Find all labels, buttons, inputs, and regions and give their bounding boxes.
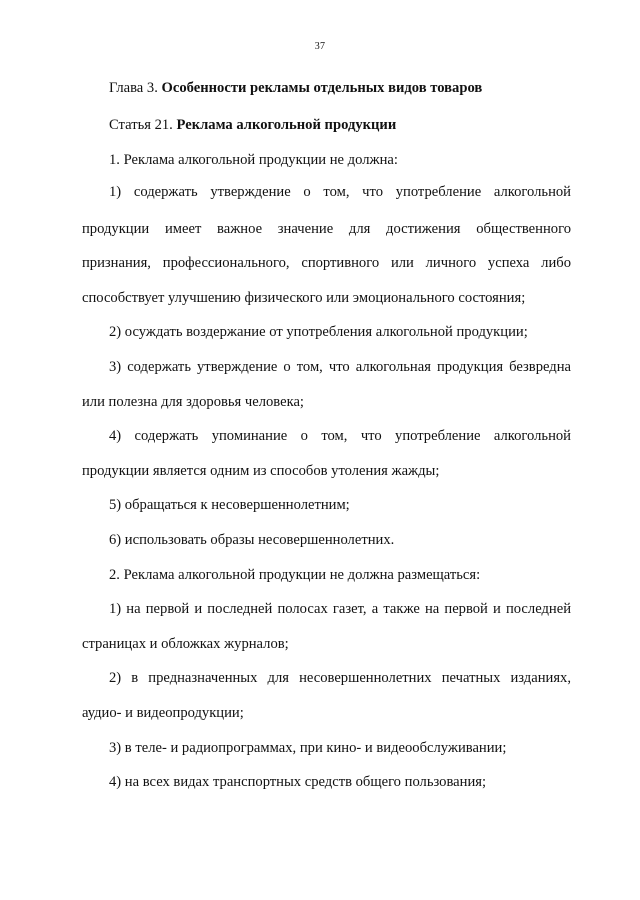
chapter-heading [109,79,571,97]
section1-item3-line1: 3) содержать утверждение о том, что алкогольная продукция безвредна [109,359,571,375]
section1-item1-line4: способствует улучшению физического или эмоционального состояния; [82,290,526,306]
section2-heading: 2. Реклама алкогольной продукции не должна размещаться: [109,567,481,583]
article-title: Реклама алкогольной продукции [176,117,397,133]
section1-item1-line2: продукции имеет важное значение для достижения общественного [82,221,571,237]
section1-item2: 2) осуждать воздержание от употребления алкогольной продукции; [109,324,528,340]
chapter-prefix: Глава 3. [109,80,158,96]
section2-item2-line2: аудио- и видеопродукции; [82,705,244,721]
section1-heading: 1. Реклама алкогольной продукции не должна: [109,152,398,168]
section1-item4-line1: 4) содержать упоминание о том, что употребление алкогольной [109,428,571,444]
section1-item6: 6) использовать образы несовершеннолетних. [109,532,395,548]
section2-item4: 4) на всех видах транспортных средств общего пользования; [109,774,487,790]
article-heading [109,116,571,134]
section1-item5: 5) обращаться к несовершеннолетним; [109,497,350,513]
section1-item3-line2: или полезна для здоровья человека; [82,394,304,410]
section1-item1-line1: 1) содержать утверждение о том, что употребление алкогольной [109,184,571,200]
section1-item1-line3: признания, профессионального, спортивного или личного успеха либо [82,255,571,271]
chapter-title: Особенности рекламы отдельных видов товаров [161,80,483,96]
section2-item1-line1: 1) на первой и последней полосах газет, а также на первой и последней [109,601,571,617]
section1-item4-line2: продукции является одним из способов утоления жажды; [82,463,440,479]
section2-item3: 3) в теле- и радиопрограммах, при кино- и видеообслуживании; [109,740,507,756]
section2-item1-line2: страницах и обложках журналов; [82,636,289,652]
article-prefix: Статья 21. [109,117,173,133]
page-number: 37 [314,41,326,52]
section2-item2-line1: 2) в предназначенных для несовершеннолетних печатных изданиях, [109,670,571,686]
